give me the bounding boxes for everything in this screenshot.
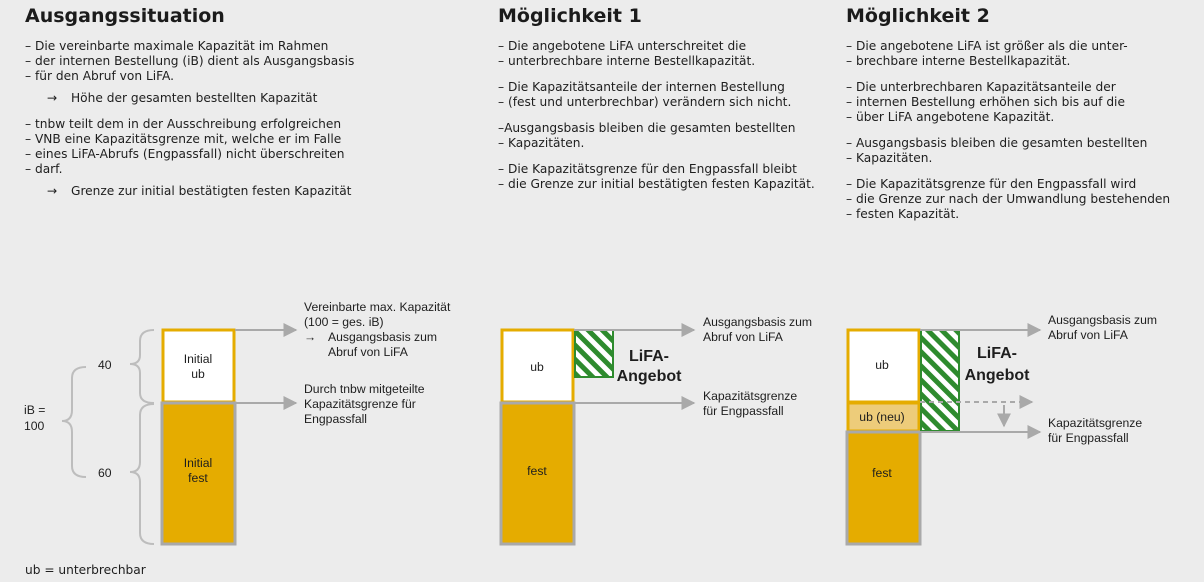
label-initial-ub-1: Initial	[183, 352, 213, 366]
text-line: – eines LiFA-Abrufs (Engpassfall) nicht überschreiten	[25, 147, 345, 161]
lifa-label-1: LiFA-	[629, 348, 669, 365]
text-line: – Die Kapazitätsanteile der internen Bestellung	[498, 80, 785, 94]
arrow-text: Grenze zur initial bestätigten festen Kapazität	[71, 184, 352, 198]
label-initial-fest-2: fest	[188, 471, 208, 485]
text-line: – Ausgangsbasis bleiben die gesamten bestellten	[846, 136, 1148, 150]
text-line: – die Grenze zur nach der Umwandlung bestehenden	[846, 192, 1171, 206]
lifa-hatch	[575, 330, 613, 377]
text-line: – internen Bestellung erhöhen sich bis auf die	[846, 95, 1125, 109]
column-title: Möglichkeit 1	[498, 5, 642, 27]
annot-mid-1: Durch tnbw mitgeteilte	[304, 382, 425, 396]
text-line: – Die unterbrechbaren Kapazitätsanteile der	[846, 80, 1116, 94]
brace-ib	[62, 367, 86, 477]
bar-fest	[847, 432, 920, 544]
annot-top-4: Abruf von LiFA	[328, 345, 408, 359]
text-line: – der internen Bestellung (iB) dient als Ausgangsbasis	[25, 54, 355, 68]
lifa-label-2: Angebot	[616, 368, 682, 385]
bar-initial-ub	[163, 330, 234, 402]
text-line: – festen Kapazität.	[846, 207, 960, 221]
label-initial-fest-1: Initial	[183, 456, 213, 470]
value-60: 60	[98, 466, 112, 480]
text-line: – Die angebotene LiFA ist größer als die unter-	[846, 39, 1128, 53]
text-line: – Kapazitäten.	[498, 136, 585, 150]
arrow-icon: →	[47, 184, 58, 198]
annot-top-arrow: →	[304, 330, 317, 344]
text-line: –Ausgangsbasis bleiben die gesamten bestellten	[498, 121, 796, 135]
ib-value: 100	[24, 419, 45, 433]
annot-top-3: Ausgangsbasis zum	[328, 330, 438, 344]
text-line: – Die Kapazitätsgrenze für den Engpassfall bleibt	[498, 162, 797, 176]
label-ub: ub	[875, 358, 889, 372]
annot-top-2: Abruf von LiFA	[703, 330, 783, 344]
text-line: – über LiFA angebotene Kapazität.	[846, 110, 1055, 124]
annot-mid-2: für Engpassfall	[703, 404, 784, 418]
lifa-label-1: LiFA-	[977, 345, 1017, 362]
text-line: – Die Kapazitätsgrenze für den Engpassfall wird	[846, 177, 1137, 191]
annot-top-1: Vereinbarte max. Kapazität	[304, 300, 451, 314]
text-line: – tnbw teilt dem in der Ausschreibung erfolgreichen	[25, 117, 342, 131]
label-fest: fest	[872, 466, 892, 480]
brace-60	[130, 404, 154, 544]
brace-40	[130, 330, 154, 403]
label-initial-ub-2: ub	[191, 367, 205, 381]
arrow-text: Höhe der gesamten bestellten Kapazität	[71, 91, 318, 105]
text-line: – Die angebotene LiFA unterschreitet die	[498, 39, 747, 53]
diagram-ausgangssituation	[24, 300, 451, 544]
lifa-label-2: Angebot	[964, 367, 1030, 384]
text-line: – die Grenze zur initial bestätigten festen Kapazität.	[498, 177, 815, 191]
text-line: – VNB eine Kapazitätsgrenze mit, welche er im Falle	[25, 132, 342, 146]
text-line: – Kapazitäten.	[846, 151, 933, 165]
text-line: – unterbrechbare interne Bestellkapazität.	[498, 54, 756, 68]
diagram-moeglichkeit-1	[500, 315, 812, 544]
annot-top-2: (100 = ges. iB)	[304, 315, 384, 329]
annot-mid-1: Kapazitätsgrenze	[1048, 416, 1143, 430]
annot-mid-2: Kapazitätsgrenze für	[304, 397, 416, 411]
annot-top-1: Ausgangsbasis zum	[1048, 313, 1158, 327]
label-ub: ub	[530, 360, 544, 374]
annot-top-1: Ausgangsbasis zum	[703, 315, 813, 329]
column-title: Möglichkeit 2	[846, 5, 990, 27]
diagram-moeglichkeit-2	[846, 313, 1157, 544]
value-40: 40	[98, 358, 112, 372]
text-line: – für den Abruf von LiFA.	[25, 69, 175, 83]
column-title: Ausgangssituation	[25, 5, 225, 27]
annot-top-2: Abruf von LiFA	[1048, 328, 1128, 342]
footnote: ub = unterbrechbar	[25, 563, 146, 577]
annot-mid-1: Kapazitätsgrenze	[703, 389, 798, 403]
arrow-icon: →	[47, 91, 58, 105]
annot-mid-3: Engpassfall	[304, 412, 368, 426]
text-line: – darf.	[25, 162, 63, 176]
lifa-hatch	[921, 330, 959, 431]
text-line: – (fest und unterbrechbar) verändern sich nicht.	[498, 95, 792, 109]
text-line: – brechbare interne Bestellkapazität.	[846, 54, 1071, 68]
annot-mid-2: für Engpassfall	[1048, 431, 1129, 445]
ib-label: iB =	[24, 403, 46, 417]
text-line: – Die vereinbarte maximale Kapazität im Rahmen	[25, 39, 329, 53]
label-ub-neu: ub (neu)	[859, 410, 905, 424]
label-fest: fest	[527, 464, 547, 478]
